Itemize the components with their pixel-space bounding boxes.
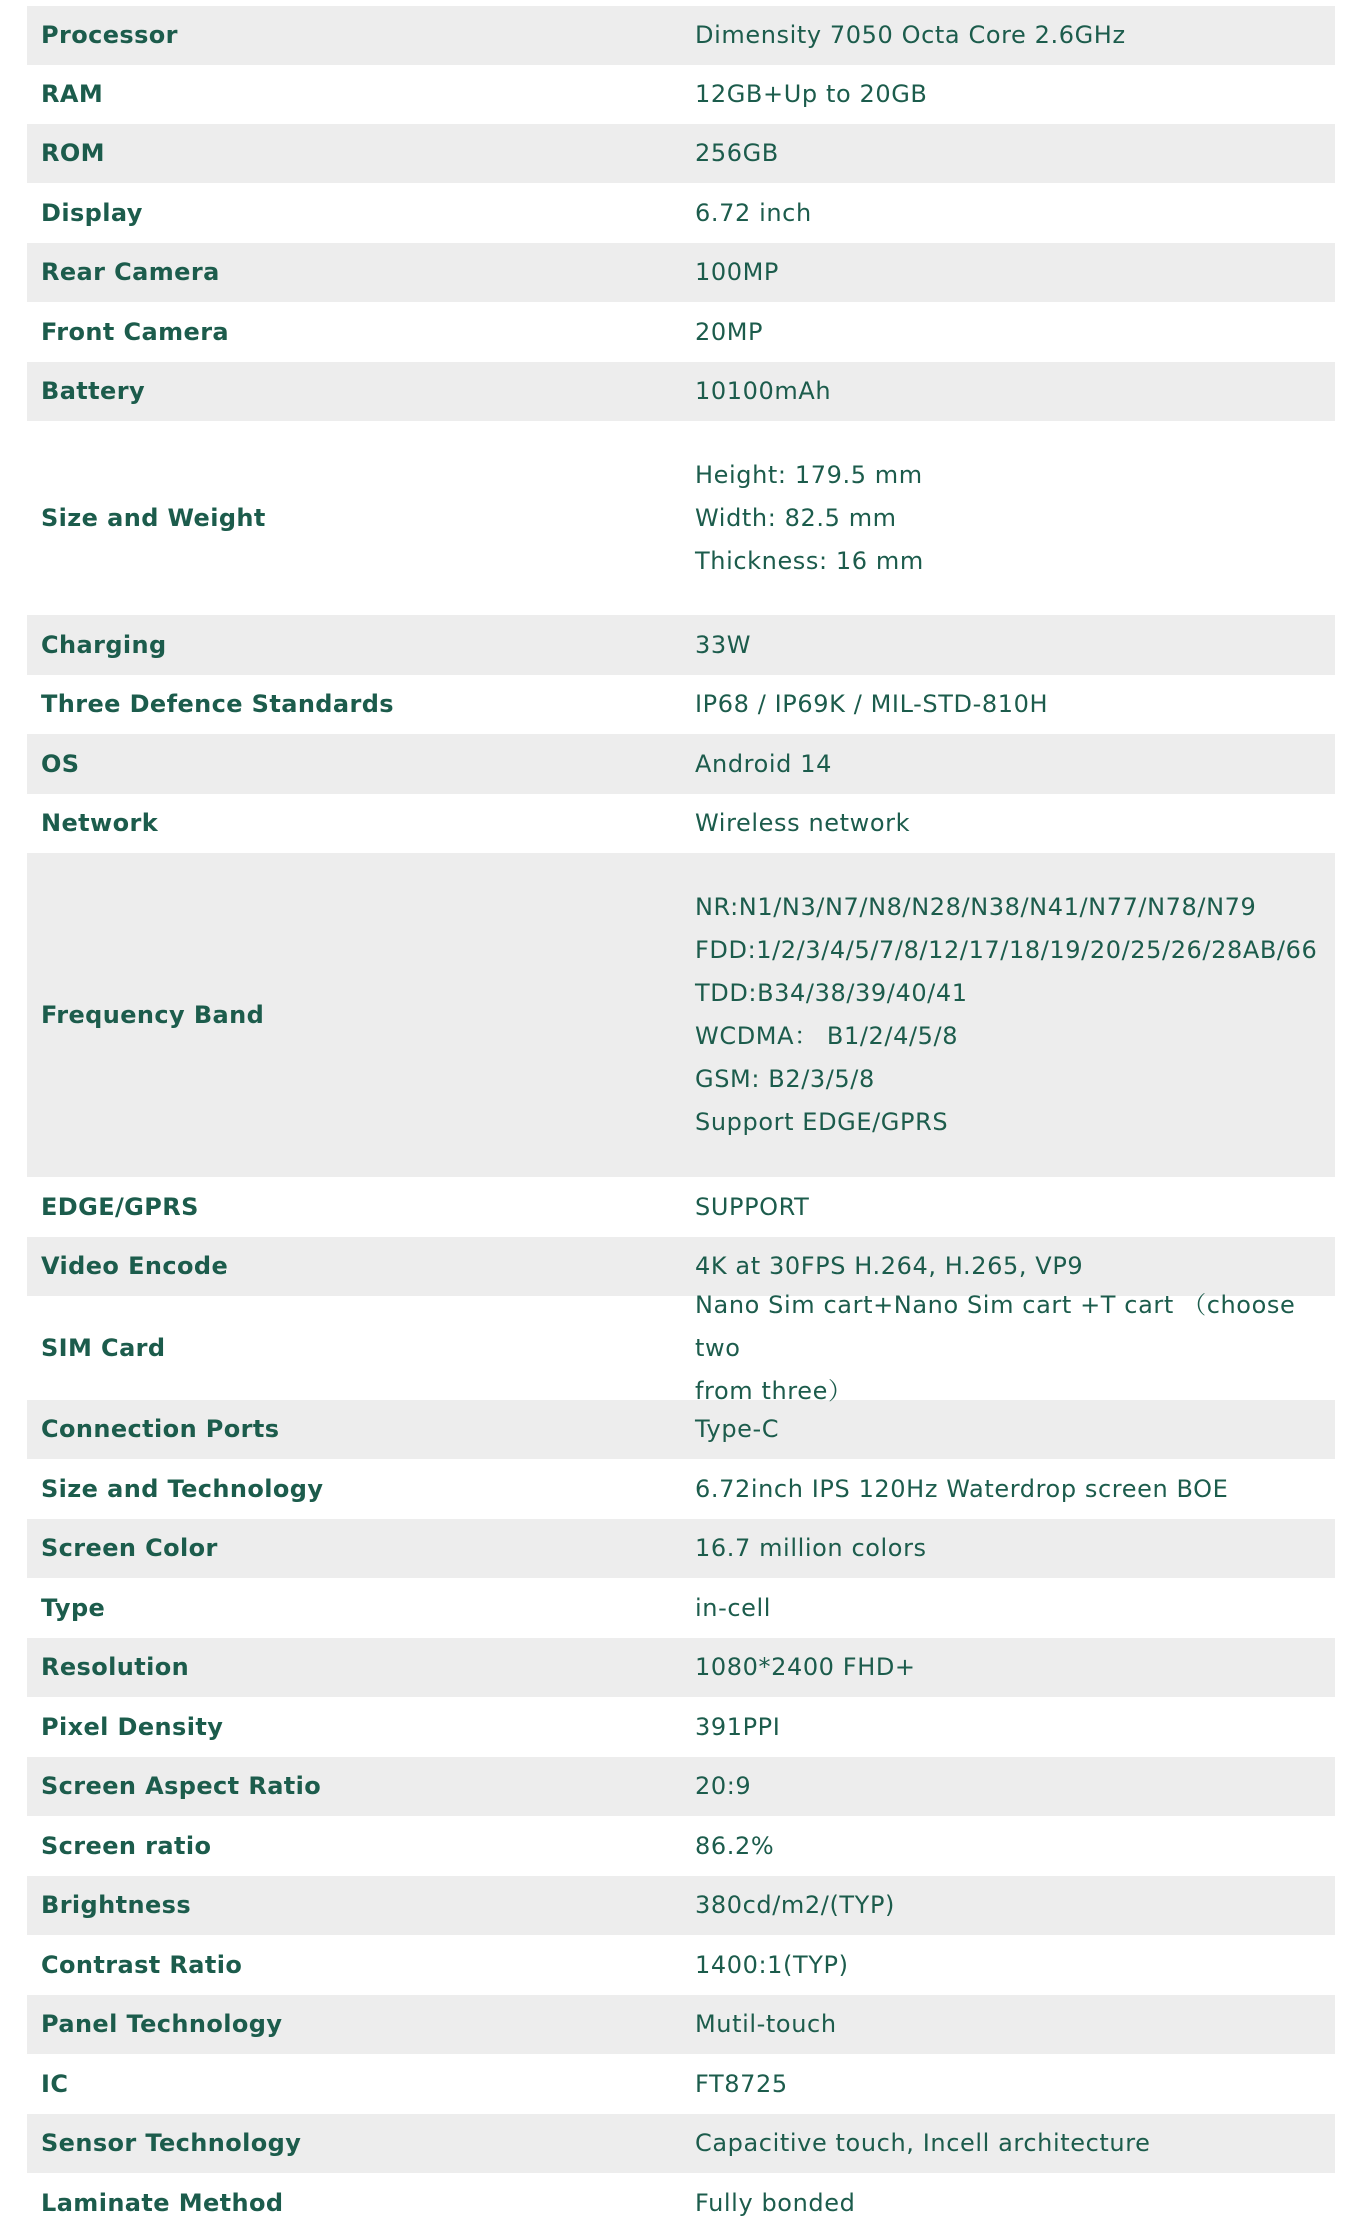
spec-value-line: FDD:1/2/3/4/5/7/8/12/17/18/19/20/25/26/28AB/66 [695, 936, 1318, 964]
spec-row-edge-gprs [27, 1177, 1335, 1237]
spec-label: Screen ratio [41, 1831, 212, 1860]
spec-label: Sensor Technology [41, 2129, 302, 2157]
spec-row-ram [27, 65, 1335, 124]
spec-label: Display [41, 198, 143, 227]
spec-value: 12GB+Up to 20GB [695, 80, 928, 108]
spec-value-line: TDD:B34/38/39/40/41 [695, 979, 968, 1007]
spec-row-screen-color [27, 1519, 1335, 1578]
spec-value-line: NR:N1/N3/N7/N8/N28/N38/N41/N77/N78/N79 [695, 893, 1257, 921]
spec-value: Android 14 [695, 749, 832, 778]
spec-label: ROM [41, 139, 105, 167]
spec-row-ic [27, 2054, 1335, 2114]
spec-value-line: from three） [695, 1376, 853, 1405]
spec-value: 380cd/m2/(TYP) [695, 1891, 895, 1919]
spec-label: OS [41, 749, 80, 778]
spec-label: Type [41, 1593, 106, 1622]
spec-value: 1080*2400 FHD+ [695, 1653, 916, 1681]
spec-label: Network [41, 809, 159, 837]
spec-row-sim-card [27, 1290, 1335, 1405]
spec-row-screen-aspect-ratio [27, 1757, 1335, 1816]
spec-value: 4K at 30FPS H.264, H.265, VP9 [695, 1252, 1084, 1280]
spec-label: IC [41, 2069, 69, 2098]
spec-value: 256GB [695, 139, 779, 167]
spec-row-os [27, 734, 1335, 794]
spec-row-rear-camera [27, 243, 1335, 302]
spec-value: Type-C [695, 1415, 780, 1443]
spec-row-network [27, 794, 1335, 853]
spec-label: Connection Ports [41, 1415, 280, 1443]
spec-value: FT8725 [695, 2069, 788, 2098]
spec-value: 100MP [695, 258, 779, 286]
spec-value: 10100mAh [695, 377, 832, 405]
spec-row-type [27, 1578, 1335, 1638]
spec-value-line: Nano Sim cart+Nano Sim cart +T cart （choose two [695, 1290, 1296, 1362]
spec-row-size-and-weight [27, 421, 1335, 615]
spec-value: 20:9 [695, 1772, 752, 1800]
spec-label: Front Camera [41, 317, 230, 346]
spec-value: 16.7 million colors [695, 1534, 927, 1562]
spec-value: in-cell [695, 1593, 772, 1622]
spec-row-contrast-ratio [27, 1935, 1335, 1995]
spec-label: RAM [41, 80, 104, 108]
spec-row-display [27, 183, 1335, 243]
spec-label: Panel Technology [41, 2010, 283, 2038]
spec-value: IP68 / IP69K / MIL-STD-810H [695, 690, 1049, 718]
spec-label: Size and Technology [41, 1474, 324, 1503]
spec-value: Fully bonded [695, 2188, 856, 2217]
spec-value [667, 454, 1335, 583]
spec-label: Frequency Band [41, 1000, 265, 1029]
spec-row-pixel-density [27, 1697, 1335, 1757]
spec-value-line: Thickness: 16 mm [695, 546, 924, 575]
spec-row-front-camera [27, 302, 1335, 362]
spec-row-resolution [27, 1638, 1335, 1697]
spec-row-laminate-method [27, 2173, 1335, 2233]
spec-row-frequency-band [27, 853, 1335, 1177]
spec-value: 6.72 inch [695, 198, 812, 227]
spec-label: EDGE/GPRS [41, 1192, 199, 1221]
spec-row-panel-technology [27, 1995, 1335, 2054]
spec-row-connection-ports [27, 1400, 1335, 1459]
spec-label: Charging [41, 630, 167, 659]
spec-value-line: Width: 82.5 mm [695, 503, 897, 532]
spec-value: SUPPORT [695, 1192, 810, 1221]
spec-row-three-defence-standards [27, 675, 1335, 734]
spec-label: Brightness [41, 1891, 192, 1919]
spec-row-charging [27, 615, 1335, 675]
spec-value: 20MP [695, 317, 764, 346]
spec-value: Wireless network [695, 809, 911, 837]
spec-label: Resolution [41, 1653, 190, 1681]
spec-value: 391PPI [695, 1712, 781, 1741]
spec-value: Mutil-touch [695, 2010, 837, 2038]
spec-value: 6.72inch IPS 120Hz Waterdrop screen BOE [695, 1474, 1229, 1503]
spec-value: 33W [695, 630, 752, 659]
spec-label: SIM Card [41, 1333, 166, 1362]
spec-value-line: Height: 179.5 mm [695, 460, 923, 489]
spec-value [667, 1284, 1335, 1413]
spec-value-line: WCDMA： B1/2/4/5/8 [695, 1022, 959, 1050]
spec-row-sensor-technology [27, 2114, 1335, 2173]
spec-row-processor [27, 6, 1335, 65]
spec-label: Screen Color [41, 1534, 218, 1562]
spec-label: Pixel Density [41, 1712, 224, 1741]
spec-value: Dimensity 7050 Octa Core 2.6GHz [695, 21, 1126, 49]
spec-table [27, 6, 1335, 2233]
spec-value: 86.2% [695, 1831, 775, 1860]
spec-label: Screen Aspect Ratio [41, 1772, 322, 1800]
spec-value: Capacitive touch, Incell architecture [695, 2129, 1151, 2157]
spec-value-line: GSM: B2/3/5/8 [695, 1065, 875, 1093]
spec-value [667, 886, 1335, 1144]
spec-label: Processor [41, 21, 178, 49]
spec-row-screen-ratio [27, 1816, 1335, 1876]
spec-row-rom [27, 124, 1335, 183]
spec-label: Battery [41, 377, 145, 405]
spec-value-line: Support EDGE/GPRS [695, 1108, 949, 1136]
spec-label: Contrast Ratio [41, 1950, 243, 1979]
spec-value: 1400:1(TYP) [695, 1950, 849, 1979]
spec-row-brightness [27, 1876, 1335, 1935]
spec-label: Rear Camera [41, 258, 220, 286]
spec-label: Laminate Method [41, 2188, 284, 2217]
spec-row-size-and-technology [27, 1459, 1335, 1519]
spec-label: Video Encode [41, 1252, 229, 1280]
spec-label: Three Defence Standards [41, 690, 394, 718]
spec-row-battery [27, 362, 1335, 421]
spec-label: Size and Weight [41, 503, 266, 532]
